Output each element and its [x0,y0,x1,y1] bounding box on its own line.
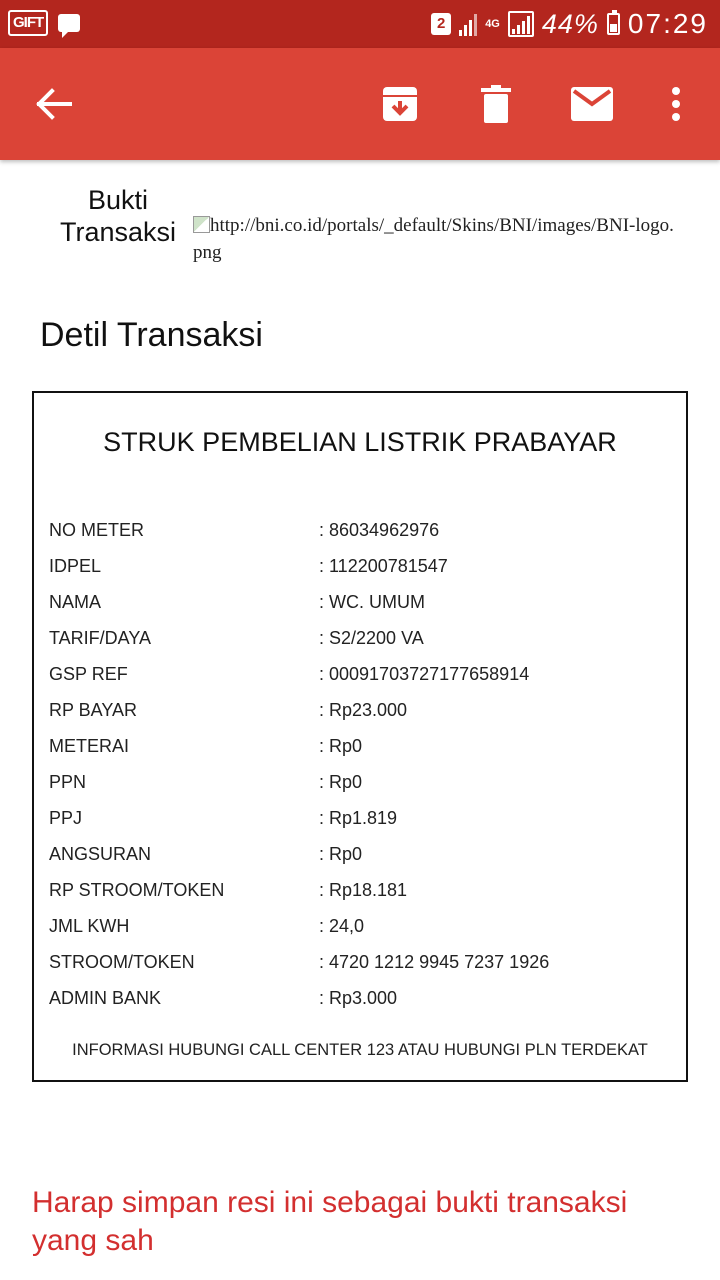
receipt-footer: INFORMASI HUBUNGI CALL CENTER 123 ATAU HUBUNGI PLN TERDEKAT [72,1041,648,1059]
row-label: METERAI [49,736,130,756]
row-label: STROOM/TOKEN [49,952,195,972]
logo-alt-text: http://bni.co.id/portals/_default/Skins/BNI/images/BNI-logo.png [193,215,674,263]
table-row [49,952,669,988]
row-label: RP BAYAR [49,700,138,720]
delete-icon[interactable] [468,76,524,132]
row-label: GSP REF [49,664,128,684]
broken-image-icon [193,216,210,233]
table-row [49,772,669,808]
table-row [49,988,669,1024]
row-label: NAMA [49,592,102,612]
row-value: : Rp0 [319,772,363,792]
more-vert-icon[interactable] [648,76,704,132]
row-label: RP STROOM/TOKEN [49,880,225,900]
table-row [49,880,669,916]
table-row [49,628,669,664]
row-value: : Rp18.181 [319,880,408,900]
bni-logo-image [193,212,683,266]
row-value: : 00091703727177658914 [319,664,530,684]
row-value: : Rp3.000 [319,988,398,1008]
table-row [49,736,669,772]
mail-icon[interactable] [564,76,620,132]
row-value: : Rp0 [319,844,363,864]
chat-notification-icon [58,14,80,32]
row-label: JML KWH [49,916,130,936]
gift-icon: GIFT [8,10,48,36]
table-row [49,808,669,844]
status-bar [0,0,720,48]
row-value: : 4720 1212 9945 7237 1926 [319,952,550,972]
row-value: : Rp23.000 [319,700,408,720]
row-value: : 24,0 [319,916,365,936]
archive-icon[interactable] [372,76,428,132]
section-title: Detil Transaksi [40,316,263,354]
sim-slot-indicator: 2 [431,13,451,35]
row-label: PPJ [49,808,83,828]
battery-icon [607,13,620,35]
row-label: ANGSURAN [49,844,152,864]
row-label: PPN [49,772,87,792]
row-label: IDPEL [49,556,102,576]
table-row [49,700,669,736]
row-value: : S2/2200 VA [319,628,424,648]
row-value: : Rp0 [319,736,363,756]
email-header-title: Bukti Transaksi [59,185,177,247]
receipt-title: STRUK PEMBELIAN LISTRIK PRABAYAR [103,427,617,457]
network-type-label: 4G [485,17,500,30]
row-value: : 112200781547 [319,556,448,576]
table-row [49,664,669,700]
row-label: NO METER [49,520,145,540]
battery-percent: 44% [541,8,599,39]
table-row [49,844,669,880]
row-value: : Rp1.819 [319,808,398,828]
table-row [49,520,669,556]
table-row [49,592,669,628]
table-row [49,556,669,592]
row-label: TARIF/DAYA [49,628,152,648]
row-value: : 86034962976 [319,520,440,540]
table-row [49,916,669,952]
app-bar [0,48,720,160]
row-label: ADMIN BANK [49,988,162,1008]
signal-strength-icon [459,12,477,36]
save-receipt-note: Harap simpan resi ini sebagai bukti transaksi yang sah [32,1186,628,1257]
row-value: : WC. UMUM [319,592,425,612]
back-arrow-icon[interactable] [26,76,82,132]
signal-strength-icon-2 [508,11,534,37]
receipt-box [32,391,688,1082]
clock: 07:29 [627,8,708,39]
